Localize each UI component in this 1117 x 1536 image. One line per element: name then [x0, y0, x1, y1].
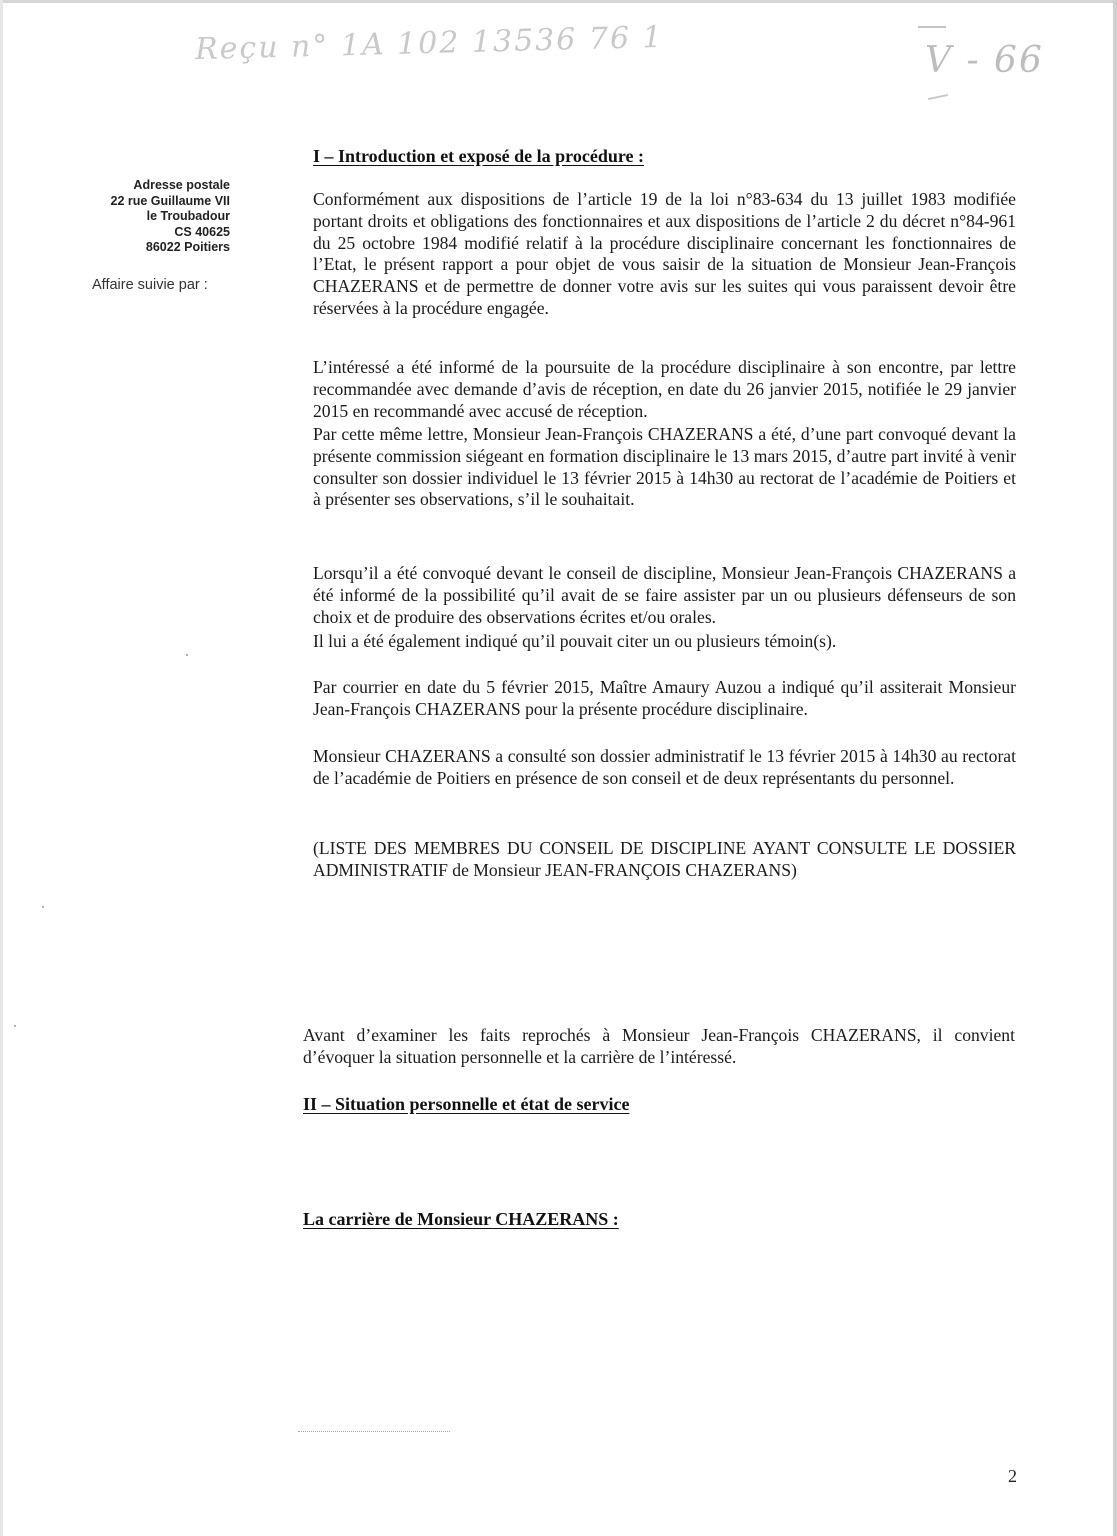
section-1-title: I – Introduction et exposé de la procédure :: [313, 146, 644, 166]
paragraph: Avant d’examiner les faits reprochés à Monsieur Jean-François CHAZERANS, il convient d’évoquer la situation personnelle et la carrière de l’intéressé.: [303, 1025, 1015, 1067]
scan-border-top: [0, 0, 1117, 3]
sender-address: [60, 178, 230, 256]
address-line: 86022 Poitiers: [145, 240, 230, 254]
address-line: 22 rue Guillaume VII: [110, 193, 230, 208]
scan-artifact: [42, 906, 44, 908]
paragraph: Par courrier en date du 5 février 2015, Maître Amaury Auzou a indiqué qu’il assiterait Monsieur Jean-François CHAZERANS pour la présente procédure disciplinaire.: [313, 677, 1016, 719]
paragraph: Il lui a été également indiqué qu’il pouvait citer un ou plusieurs témoin(s).: [313, 631, 837, 651]
paragraph: Conformément aux dispositions de l’article 19 de la loi n°83-634 du 13 juillet 1983 modifiée portant droits et obligations des fonctionnaires et aux dispositions de l’article 2 du décret n°84-961 du 25 octobre 1984 modifié relatif à la procédure disciplinaire concernant les fonctionnaires de l’Etat, le présent rapport a pour objet de vous saisir de la situation de Monsieur Jean-François CHAZERANS et de permettre de donner votre avis sur les suites qui vous paraissent devoir être réservées à la procédure engagée.: [313, 189, 1016, 318]
section-2-title: II – Situation personnelle et état de service: [303, 1094, 630, 1114]
paragraph: Lorsqu’il a été convoqué devant le conseil de discipline, Monsieur Jean-François CHAZERANS a été informé de la possibilité qu’il avait de se faire assister par un ou plusieurs défenseurs de son choix et de produire des observations écrites et/ou orales.: [313, 563, 1016, 627]
scan-border-left: [0, 0, 3, 1536]
paragraph: L’intéressé a été informé de la poursuite de la procédure disciplinaire à son encontre, par lettre recommandée avec demande d’avis de réception, en date du 26 janvier 2015, notifiée le 29 janvier 2015 en recommandé avec accusé de réception.: [313, 357, 1016, 421]
scan-artifact: [298, 1431, 450, 1432]
handwritten-mark: [918, 26, 946, 28]
scan-artifact: [186, 654, 188, 656]
handwritten-underline: [928, 94, 948, 100]
paragraph: (LISTE DES MEMBRES DU CONSEIL DE DISCIPLINE AYANT CONSULTE LE DOSSIER ADMINISTRATIF de Monsieur JEAN-FRANÇOIS CHAZERANS): [313, 838, 1016, 880]
handwritten-code: V - 66: [925, 40, 1044, 81]
paragraph: Monsieur CHAZERANS a consulté son dossier administratif le 13 février 2015 à 14h30 au rectorat de l’académie de Poitiers en présence de son conseil et de deux représentants du personnel.: [313, 746, 1016, 788]
address-line: CS 40625: [174, 224, 230, 239]
paragraph: Par cette même lettre, Monsieur Jean-François CHAZERANS a été, d’une part convoqué devant la présente commission siégeant en formation disciplinaire le 13 mars 2015, d’autre part invité à venir consulter son dossier individuel le 13 février 2015 à 14h30 au rectorat de l’académie de Poitiers et à présenter ses observations, s’il le souhaitait.: [313, 424, 1016, 510]
page-number: 2: [1008, 1466, 1017, 1486]
handwritten-reference: Reçu n° 1A 102 13536 76 1: [194, 19, 665, 68]
career-title: La carrière de Monsieur CHAZERANS :: [303, 1209, 619, 1229]
scan-artifact: [14, 1025, 16, 1027]
scan-border-right: [1113, 0, 1117, 1536]
affaire-suivie-par: Affaire suivie par :: [92, 277, 208, 292]
address-line: le Troubadour: [146, 209, 230, 223]
address-line: Adresse postale: [133, 178, 230, 192]
